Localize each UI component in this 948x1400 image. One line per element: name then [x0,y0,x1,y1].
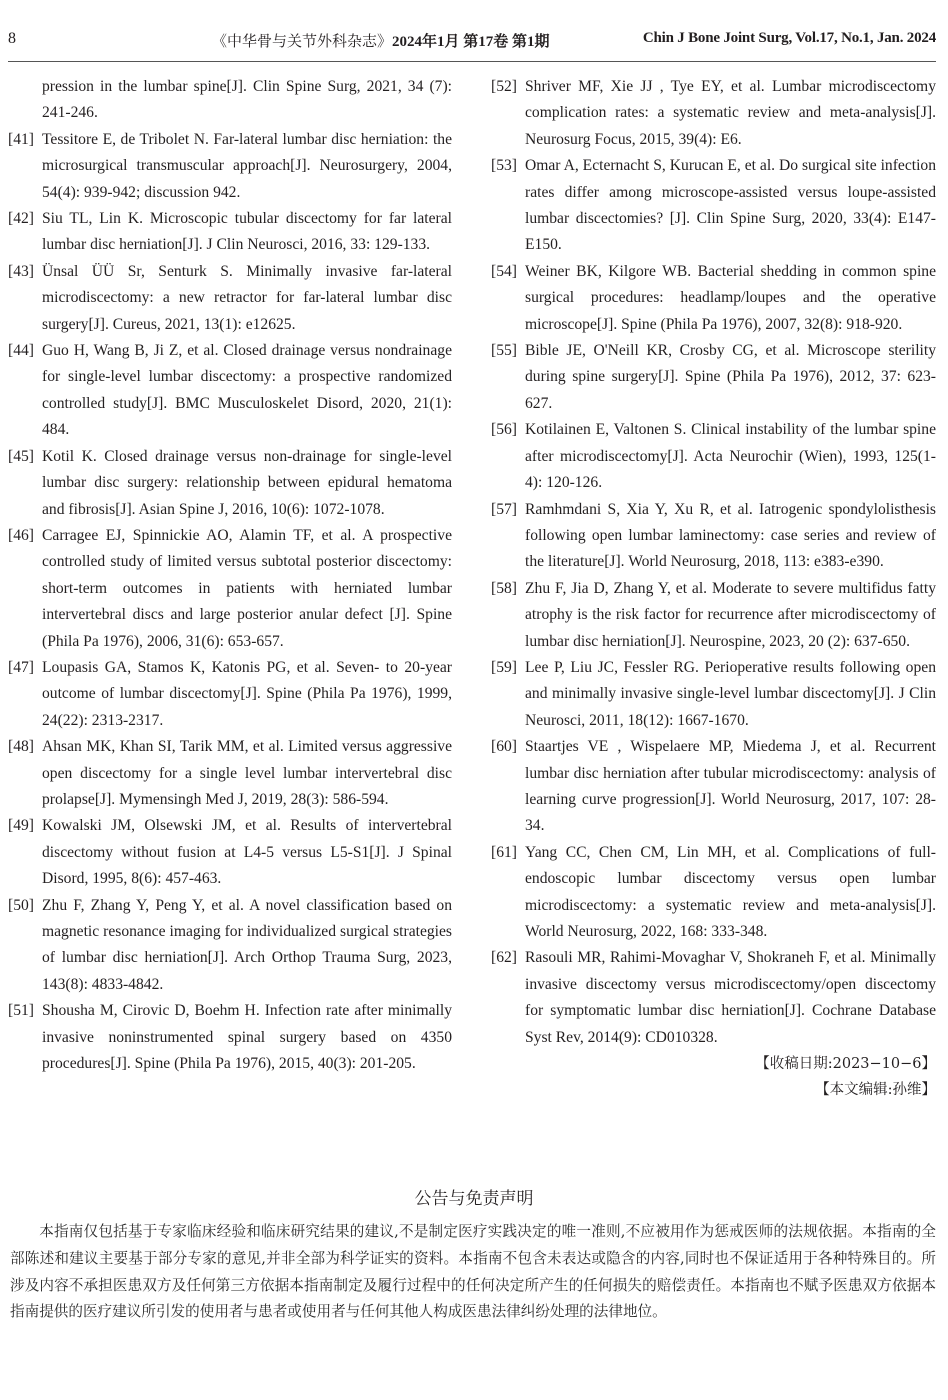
reference-item [8,259,452,338]
reference-number: [55] [491,342,517,360]
reference-item [8,206,452,259]
reference-item [491,417,936,496]
journal-title-cn [212,30,550,51]
reference-item [491,576,936,655]
reference-text: Kotil K. Closed drainage versus non-drainage for single-level lumbar disc surgery: relationship between epidural hematoma and fibrosis[J]. Asian Spine J, 2016, 10(6): 1072-1078. [42,447,452,518]
reference-item [491,497,936,576]
reference-item [491,259,936,338]
reference-item [491,734,936,840]
reference-item [491,338,936,417]
reference-number: [60] [491,738,517,756]
reference-item [8,998,452,1077]
reference-text: Ünsal ÜÜ Sr, Senturk S. Minimally invasive far-lateral microdiscectomy: a new retractor for far-lateral lumbar disc surgery[J]. Cureus, 2021, 13(1): e12625. [42,262,452,333]
reference-number: [48] [8,738,34,756]
running-header [8,30,936,54]
reference-number: [51] [8,1002,34,1020]
reference-item [8,338,452,444]
reference-text: Kowalski JM, Olsewski JM, et al. Results of intervertebral discectomy without fusion at L4-5 versus L5-S1[J]. J Spinal Disord, 1995, 8(6): 457-463. [42,817,452,888]
reference-text: Shousha M, Cirovic D, Boehm H. Infection rate after minimally invasive noninstrumented spinal surgery based on 4350 procedures[J]. Spine (Phila Pa 1976), 2015, 40(3): 201-205. [42,1002,452,1073]
reference-number: [61] [491,843,517,861]
reference-list-left [8,127,452,1078]
header-rule [8,61,936,62]
notice-title: 公告与免责声明 [414,1189,534,1209]
reference-item [8,523,452,655]
reference-number: [58] [491,579,517,597]
reference-number: [57] [491,500,517,518]
reference-text: Ahsan MK, Khan SI, Tarik MM, et al. Limited versus aggressive open discectomy for a single level lumbar intervertebral disc prolapse[J]. Mymensingh Med J, 2019, 28(3): 586-594. [42,738,452,808]
reference-number: [54] [491,262,517,280]
reference-item [8,444,452,523]
references-left-column [8,74,452,1077]
reference-text: Yang CC, Chen CM, Lin MH, et al. Complications of full-endoscopic lumbar discectomy versus open lumbar microdiscectomy: a systematic review and meta-analysis[J]. World Neurosurg, 2022, 168: 333-348. [525,843,936,940]
reference-text: Siu TL, Lin K. Microscopic tubular discectomy for far lateral lumbar disc herniation[J]. J Clin Neurosci, 2016, 33: 129-133. [42,210,452,254]
reference-number: [56] [491,421,517,439]
reference-item [8,127,452,206]
reference-text: Lee P, Liu JC, Fessler RG. Perioperative results following open and minimally invasive single-level lumbar discectomy[J]. J Clin Neurosci, 2011, 18(12): 1667-1670. [525,658,936,729]
reference-list-right [491,74,936,1051]
journal-name-cn: 《中华骨与关节外科杂志》 [212,34,393,50]
reference-number: [53] [491,157,517,175]
editor-note: 【本文编辑:孙维】 [815,1082,936,1099]
reference-number: [41] [8,130,34,148]
reference-text: Ramhmdani S, Xia Y, Xu R, et al. Iatrogenic spondylolisthesis following open lumbar laminectomy: case series and review of the literature[J]. World Neurosurg, 2018, 113: e383-e390. [525,500,936,571]
reference-text: Kotilainen E, Valtonen S. Clinical instability of the lumbar spine after microdiscectomy[J]. Acta Neurochir (Wien), 1993, 125(1-4): 120-126. [525,421,936,492]
references-right-column [491,74,936,1103]
reference-number: [49] [8,817,34,835]
reference-number: [62] [491,949,517,967]
reference-item [491,655,936,734]
reference-number: [50] [8,896,34,914]
reference-text: Bible JE, O'Neill KR, Crosby CG, et al. Microscope sterility during spine surgery[J]. Spine (Phila Pa 1976), 2012, 37: 623-627. [525,342,936,412]
reference-text: Zhu F, Jia D, Zhang Y, et al. Moderate to severe multifidus fatty atrophy is the risk factor for recurrence after microdiscectomy of lumbar disc herniation[J]. Neurospine, 2023, 20 (2): 637-650. [525,579,936,650]
reference-item [491,840,936,946]
received-date: 【收稿日期:2023−10−6】 [755,1056,936,1073]
page-number: 8 [8,30,16,47]
reference-number: [43] [8,262,34,280]
reference-text: Staartjes VE , Wispelaere MP, Miedema J, et al. Recurrent lumbar disc herniation after tubular microdiscectomy: analysis of learning curve progression[J]. World Neurosurg, 2017, 107: 28-34. [525,738,936,835]
reference-number: [44] [8,342,34,360]
reference-item [8,655,452,734]
journal-issue-cn: 2024年1月 第17卷 第1期 [392,34,550,50]
reference-text: Zhu F, Zhang Y, Peng Y, et al. A novel classification based on magnetic resonance imaging for individualized surgical strategies of lumbar disc herniation[J]. Arch Orthop Trauma Surg, 2023, 143(8): 4833-4842. [42,896,452,993]
reference-text: Rasouli MR, Rahimi-Movaghar V, Shokraneh F, et al. Minimally invasive discectomy versus microdiscectomy/open discectomy for symptomatic lumbar disc herniation[J]. Cochrane Database Syst Rev, 2014(9): CD010328. [525,949,936,1046]
reference-text: Carragee EJ, Spinnickie AO, Alamin TF, et al. A prospective controlled study of limited versus subtotal posterior discectomy: short-term outcomes in patients with herniated lumbar intervertebral discs and large posterior anular defect [J]. Spine (Phila Pa 1976), 2006, 31(6): 653-657. [42,526,452,650]
reference-text: Loupasis GA, Stamos K, Katonis PG, et al. Seven- to 20-year outcome of lumbar discectomy[J]. Spine (Phila Pa 1976), 1999, 24(22): 2313-2317. [42,658,452,729]
reference-text: Weiner BK, Kilgore WB. Bacterial shedding in common spine surgical procedures: headlamp/loupes and the operative microscope[J]. Spine (Phila Pa 1976), 2007, 32(8): 918-920. [525,262,936,333]
reference-text: Omar A, Ecternacht S, Kurucan E, et al. Do surgical site infection rates differ among microscope-assisted versus loupe-assisted lumbar discectomies? [J]. Clin Spine Surg, 2020, 33(4): E147-E150. [525,157,936,254]
reference-number: [47] [8,658,34,676]
notice-body: 本指南仅包括基于专家临床经验和临床研究结果的建议,不是制定医疗实践决定的唯一准则,不应被用作为惩戒医师的法规依据。本指南的全部陈述和建议主要基于部分专家的意见,并非全部为科学证实的资料。本指南不包含未表达或隐含的内容,同时也不保证适用于各种特殊目的。所涉及内容不承担医患双方及任何第三方依据本指南制定及履行过程中的任何决定所产生的任何损失的赔偿责任。本指南也不赋予医患双方依据本指南提供的医疗建议所引发的使用者与患者或使用者与任何其他人构成医患法律纠纷处理的法律地位。 [10,1223,936,1321]
reference-continuation [8,74,452,127]
reference-text: Tessitore E, de Tribolet N. Far-lateral lumbar disc herniation: the microsurgical transmuscular approach[J]. Neurosurgery, 2004, 54(4): 939-942; discussion 942. [42,130,452,201]
reference-number: [42] [8,210,34,228]
reference-item [491,153,936,259]
reference-item [8,813,452,892]
reference-number: [59] [491,658,517,676]
journal-title-en: Chin J Bone Joint Surg, Vol.17, No.1, Jan. 2024 [642,30,936,46]
reference-text: pression in the lumbar spine[J]. Clin Spine Surg, 2021, 34 (7): 241-246. [42,78,452,122]
reference-item [8,734,452,813]
reference-number: [46] [8,526,34,544]
reference-item [491,945,936,1051]
reference-item [8,893,452,999]
reference-number: [45] [8,447,34,465]
reference-text: Guo H, Wang B, Ji Z, et al. Closed drainage versus nondrainage for single-level lumbar discectomy: a prospective randomized controlled study[J]. BMC Musculoskelet Disord, 2020, 21(1): 484. [42,342,452,439]
reference-item [491,74,936,153]
reference-number: [52] [491,78,517,95]
reference-text: Shriver MF, Xie JJ , Tye EY, et al. Lumbar microdiscectomy complication rates: a systematic review and meta-analysis[J]. Neurosurg Focus, 2015, 39(4): E6. [525,78,936,148]
